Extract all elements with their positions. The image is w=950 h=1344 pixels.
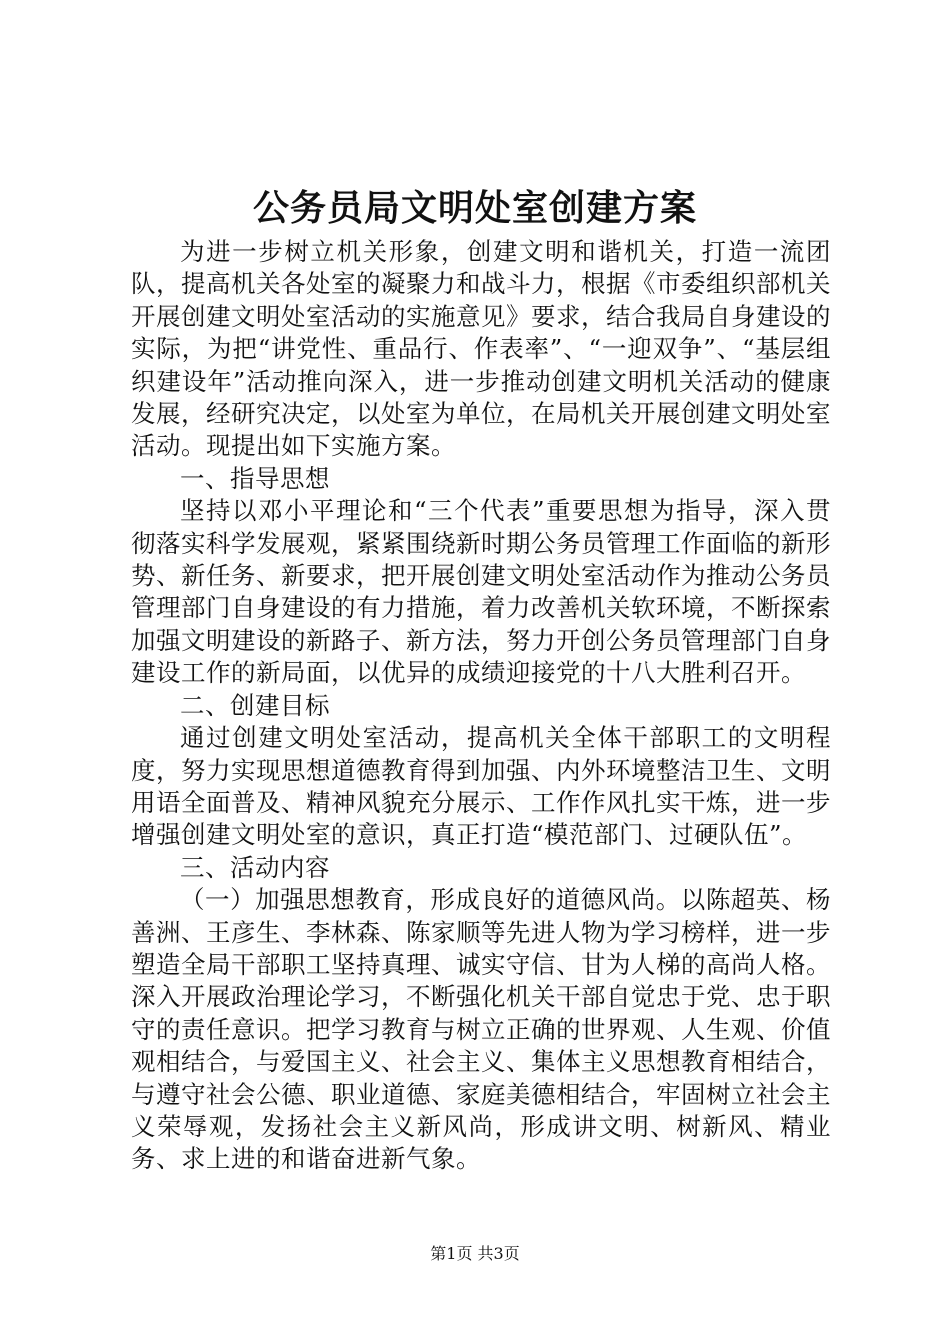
guiding-ideology-paragraph: 坚持以邓小平理论和“三个代表”重要思想为指导，深入贯彻落实科学发展观，紧紧围绕新时期公务员管理工作面临的新形势、新任务、新要求，把开展创建文明处室活动作为推动公务员管理部门自身建设的有力措施，着力改善机关软环境，不断探索加强文明建设的新路子、新方法，努力开创公务员管理部门自身建设工作的新局面，以优异的成绩迎接党的十八大胜利召开。 <box>131 496 831 688</box>
section-heading-goals: 二、创建目标 <box>180 690 330 720</box>
document-body <box>131 236 831 1176</box>
goals-paragraph: 通过创建文明处室活动，提高机关全体干部职工的文明程度，努力实现思想道德教育得到加强、内外环境整洁卫生、文明用语全面普及、精神风貌充分展示、工作作风扎实干炼，进一步增强创建文明处室的意识，真正打造“模范部门、过硬队伍”。 <box>131 723 831 850</box>
section-heading-guiding-ideology: 一、指导思想 <box>180 463 330 493</box>
section-heading-activities: 三、活动内容 <box>180 852 330 882</box>
document-title: 公务员局文明处室创建方案 <box>252 187 697 229</box>
intro-paragraph: 为进一步树立机关形象，创建文明和谐机关，打造一流团队，提高机关各处室的凝聚力和战斗力，根据《市委组织部机关开展创建文明处室活动的实施意见》要求，结合我局自身建设的实际，为把“讲党性、重品行、作表率”、“一迎双争”、“基层组织建设年”活动推向深入，进一步推动创建文明机关活动的健康发展，经研究决定，以处室为单位，在局机关开展创建文明处室活动。现提出如下实施方案。 <box>131 237 831 461</box>
activities-paragraph-1: （一）加强思想教育，形成良好的道德风尚。以陈超英、杨善洲、王彦生、李林森、陈家顺等先进人物为学习榜样，进一步塑造全局干部职工坚持真理、诚实守信、甘为人梯的高尚人格。深入开展政治理论学习，不断强化机关干部自觉忠于党、忠于职守的责任意识。把学习教育与树立正确的世界观、人生观、价值观相结合，与爱国主义、社会主义、集体主义思想教育相结合，与遵守社会公德、职业道德、家庭美德相结合，牢固树立社会主义荣辱观，发扬社会主义新风尚，形成讲文明、树新风、精业务、求上进的和谐奋进新气象。 <box>131 885 831 1174</box>
page-footer: 第1页 共3页 <box>430 1244 520 1263</box>
